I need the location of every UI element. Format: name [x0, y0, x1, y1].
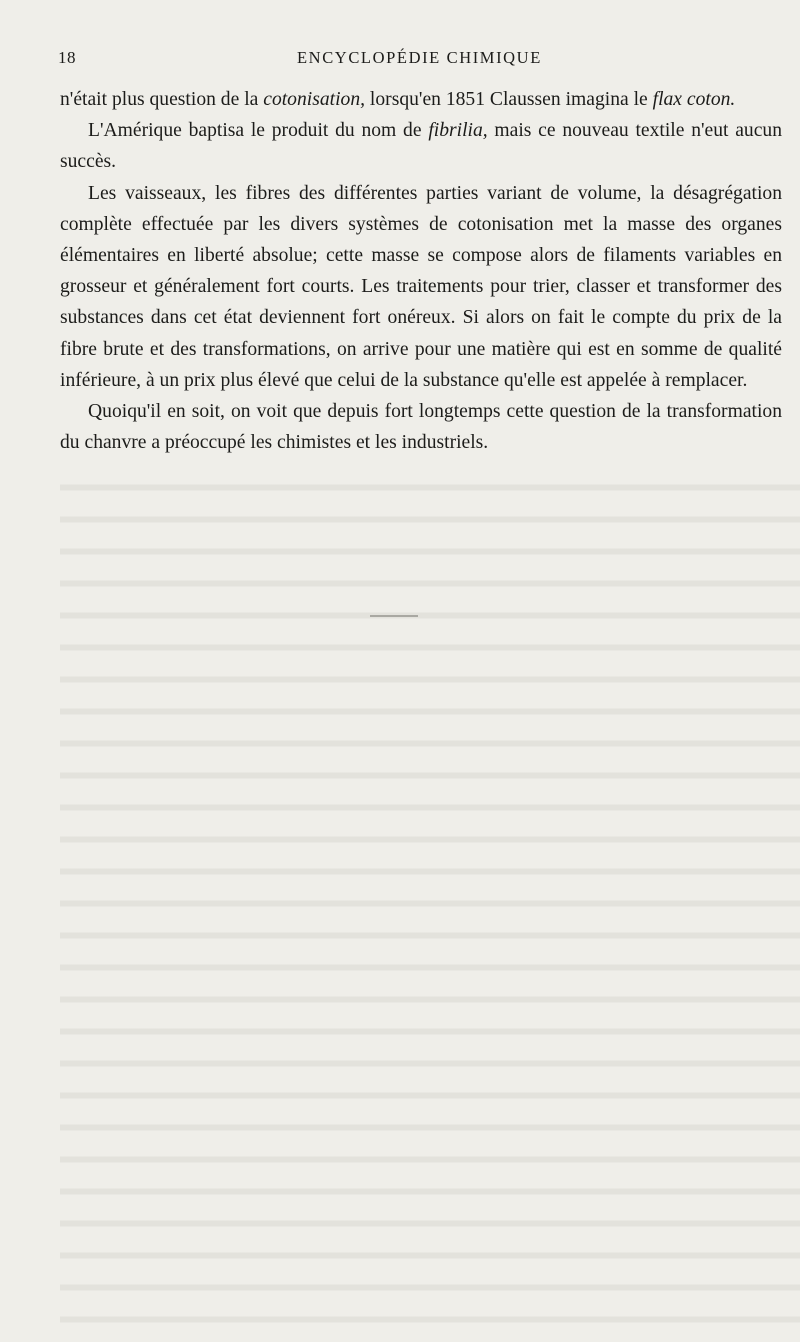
- page-number: 18: [58, 48, 76, 67]
- paragraph-2: L'Amérique baptisa le produit du nom de fibrilia, mais ce nouveau textile n'eut aucun succès.: [60, 120, 782, 173]
- running-title: ENCYCLOPÉDIE CHIMIQUE: [297, 48, 542, 67]
- bleed-through-texture: [60, 470, 800, 1330]
- body-text: [60, 84, 782, 458]
- italic-term: cotonisation,: [263, 89, 366, 110]
- paragraph-1: n'était plus question de la cotonisation, lorsqu'en 1851 Claussen imagina le flax coton.: [60, 89, 736, 110]
- italic-term: fibrilia,: [428, 120, 488, 142]
- italic-term: flax coton.: [652, 89, 736, 110]
- paragraph-3: Les vaisseaux, les fibres des différentes parties variant de volume, la désagrégation complète effectuée par les divers systèmes de cotonisation met la masse des organes élémentaires en liberté absolue; cette masse se compose alors de filaments variables en grosseur et généralement fort courts. Les traitements pour trier, classer et transformer des substances dans cet état deviennent fort onéreux. Si alors on fait le compte du prix de la fibre brute et des transformations, on arrive pour une matière qui est en somme de qualité inférieure, à un prix plus élevé que celui de la substance qu'elle est appelée à remplacer.: [60, 182, 782, 391]
- paragraph-4: Quoiqu'il en soit, on voit que depuis fort longtemps cette question de la transformation du chanvre a préoccupé les chimistes et les industriels.: [60, 401, 782, 454]
- bleed-through-divider: [370, 615, 418, 617]
